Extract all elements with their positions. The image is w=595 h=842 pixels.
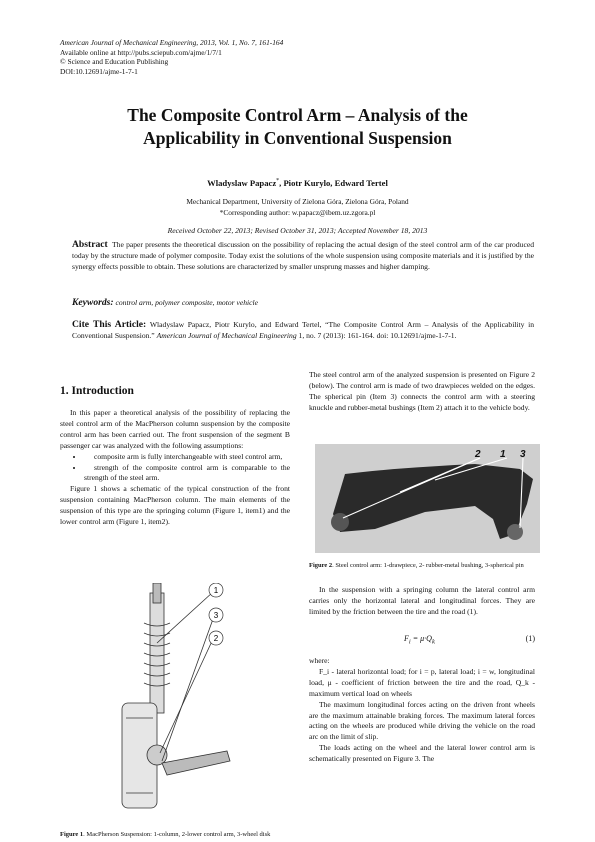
author-list — [40, 178, 555, 188]
figure-1-caption-text: . MacPherson Suspension: 1-column, 2-lower control arm, 3-wheel disk — [83, 831, 271, 838]
section-heading: 1. Introduction — [60, 385, 134, 397]
photo-label-1: 1 — [500, 449, 506, 460]
keywords — [72, 298, 534, 309]
affiliation-block — [40, 197, 555, 218]
publisher: © Science and Education Publishing — [60, 57, 169, 67]
online-url: Available online at http://pubs.sciepub.com/ajme/1/7/1 — [60, 47, 222, 57]
abstract — [72, 240, 534, 273]
keywords-label: Keywords: — [72, 297, 114, 308]
callout-3: 3 — [213, 611, 219, 620]
cite-post: 1, no. 7 (2013): 161-164. doi: 10.12691/ajme-1-7-1. — [298, 330, 457, 340]
eq-rhs-sub: k — [431, 638, 435, 646]
corresponding-author: *Corresponding author: w.papacz@ibem.uz.zgora.pl — [219, 207, 376, 217]
cite-label: Cite This Article: — [72, 319, 147, 330]
eq-lhs: F — [404, 634, 409, 643]
paper-title — [40, 104, 555, 150]
left-column-text — [60, 408, 290, 528]
abstract-text: The paper presents the theoretical discussion on the possibility of replacing the actual design of the steel control arm of the car produced today by the structure made of polymer composite. Today exist the solutions of the whole suspension using composite materials and it is justified by the synergy effects possible to obtain. These solutions are characterized by smaller unsprung masses and higher damping. — [72, 240, 534, 271]
eq-rhs: = μ·Q — [410, 634, 432, 643]
eq-lhs-sub: i — [408, 638, 411, 646]
doi: DOI:10.12691/ajme-1-7-1 — [60, 66, 138, 76]
callout-1: 1 — [213, 586, 219, 595]
other-authors: , Piotr Kurylo, Edward Tertel — [279, 178, 388, 188]
submission-dates: Received October 22, 2013; Revised October 31, 2013; Accepted November 18, 2013 — [167, 226, 428, 235]
title-line-1: The Composite Control Arm – Analysis of the — [127, 105, 468, 125]
figure-1-caption-label: Figure 1 — [60, 831, 84, 838]
cite-block — [72, 320, 534, 342]
list-item: • strength of the composite control arm is comparable to the strength of the steel arm. — [84, 463, 290, 485]
figure-1-caption — [60, 830, 290, 839]
variable-definitions: F_i - lateral horizontal load; for i = p, lateral load; i = w, longitudinal load, μ - coefficient of friction between the tire and the road, Q_k - maximum vertical load on wheels — [309, 666, 535, 698]
photo-label-3: 3 — [520, 449, 526, 460]
control-arm-photo — [315, 444, 540, 553]
cite-pre: Wladyslaw Papacz, Piotr Kurylo, and Edward Tertel, “The Composite Control Arm – Analysis of the Applicability in Conventional Suspension.” — [72, 320, 534, 340]
figure-2-caption — [309, 561, 535, 570]
title-line-2: Applicability in Conventional Suspension — [143, 128, 452, 148]
friction-paragraph: In the suspension with a springing column the lateral control arm carries only the horizontal lateral and longitudinal forces. They are limited by the friction between the tire and the road (1). — [309, 585, 535, 616]
where-label: where: — [309, 656, 330, 665]
cite-journal: American Journal of Mechanical Engineering — [156, 330, 297, 340]
loads-paragraph: The loads acting on the wheel and the lateral lower control arm is schematically presented on Figure 3. The — [309, 743, 535, 764]
figure-1-callouts — [209, 583, 223, 645]
max-forces-paragraph: The maximum longitudinal forces acting on the driven front wheels are the maximum attainable braking forces. The maximum lateral forces acting on the wheels are produced while driving the vehicle on the road arc on the limit of slip. — [309, 699, 535, 742]
figure-2-caption-label: Figure 2 — [309, 562, 333, 569]
figure-2-caption-text: . Steel control arm: 1-drawpiece, 2- rubber-metal bushing, 3-spherical pin — [332, 562, 524, 569]
intro-paragraph: In this paper a theoretical analysis of the possibility of replacing the steel control arm of the MacPherson column suspension by the composite control arm has been carried out. The front suspension of the segment B passenger car was analyzed with the following assumptions: — [60, 408, 290, 450]
figure-1-paragraph: Figure 1 shows a schematic of the typical construction of the front suspension containing MacPherson column. The main elements of the suspension of this type are the springing column (Figure 1, item1) and the lower control arm (Figure 1, item2). — [60, 484, 290, 527]
definitions-block — [309, 656, 535, 765]
journal-header — [60, 38, 283, 76]
author-1: Wladyslaw Papacz — [207, 178, 277, 188]
photo-label-2: 2 — [475, 449, 481, 460]
abstract-label: Abstract — [72, 239, 108, 250]
macpherson-suspension-figure — [112, 583, 237, 818]
keywords-text: control arm, polymer composite, motor vehicle — [115, 298, 258, 307]
list-item: • composite arm is fully interchangeable with steel control arm, — [84, 452, 290, 463]
affiliation: Mechanical Department, University of Zielona Góra, Zielona Góra, Poland — [186, 197, 409, 206]
assumption-list — [60, 452, 290, 485]
journal-citation: American Journal of Mechanical Engineering, 2013, Vol. 1, No. 7, 161-164 — [60, 38, 284, 47]
callout-2: 2 — [213, 634, 219, 643]
right-column-intro: The steel control arm of the analyzed suspension is presented on Figure 2 (below). The control arm is made of two drawpieces welded on the edges. The spherical pin (Item 3) connects the control arm with a steering knuckle and rubber-metal bushings (Item 2) attach it to the vehicle body. — [309, 370, 535, 412]
equation-number: (1) — [525, 634, 535, 643]
corresponding-mark: * — [276, 178, 280, 185]
